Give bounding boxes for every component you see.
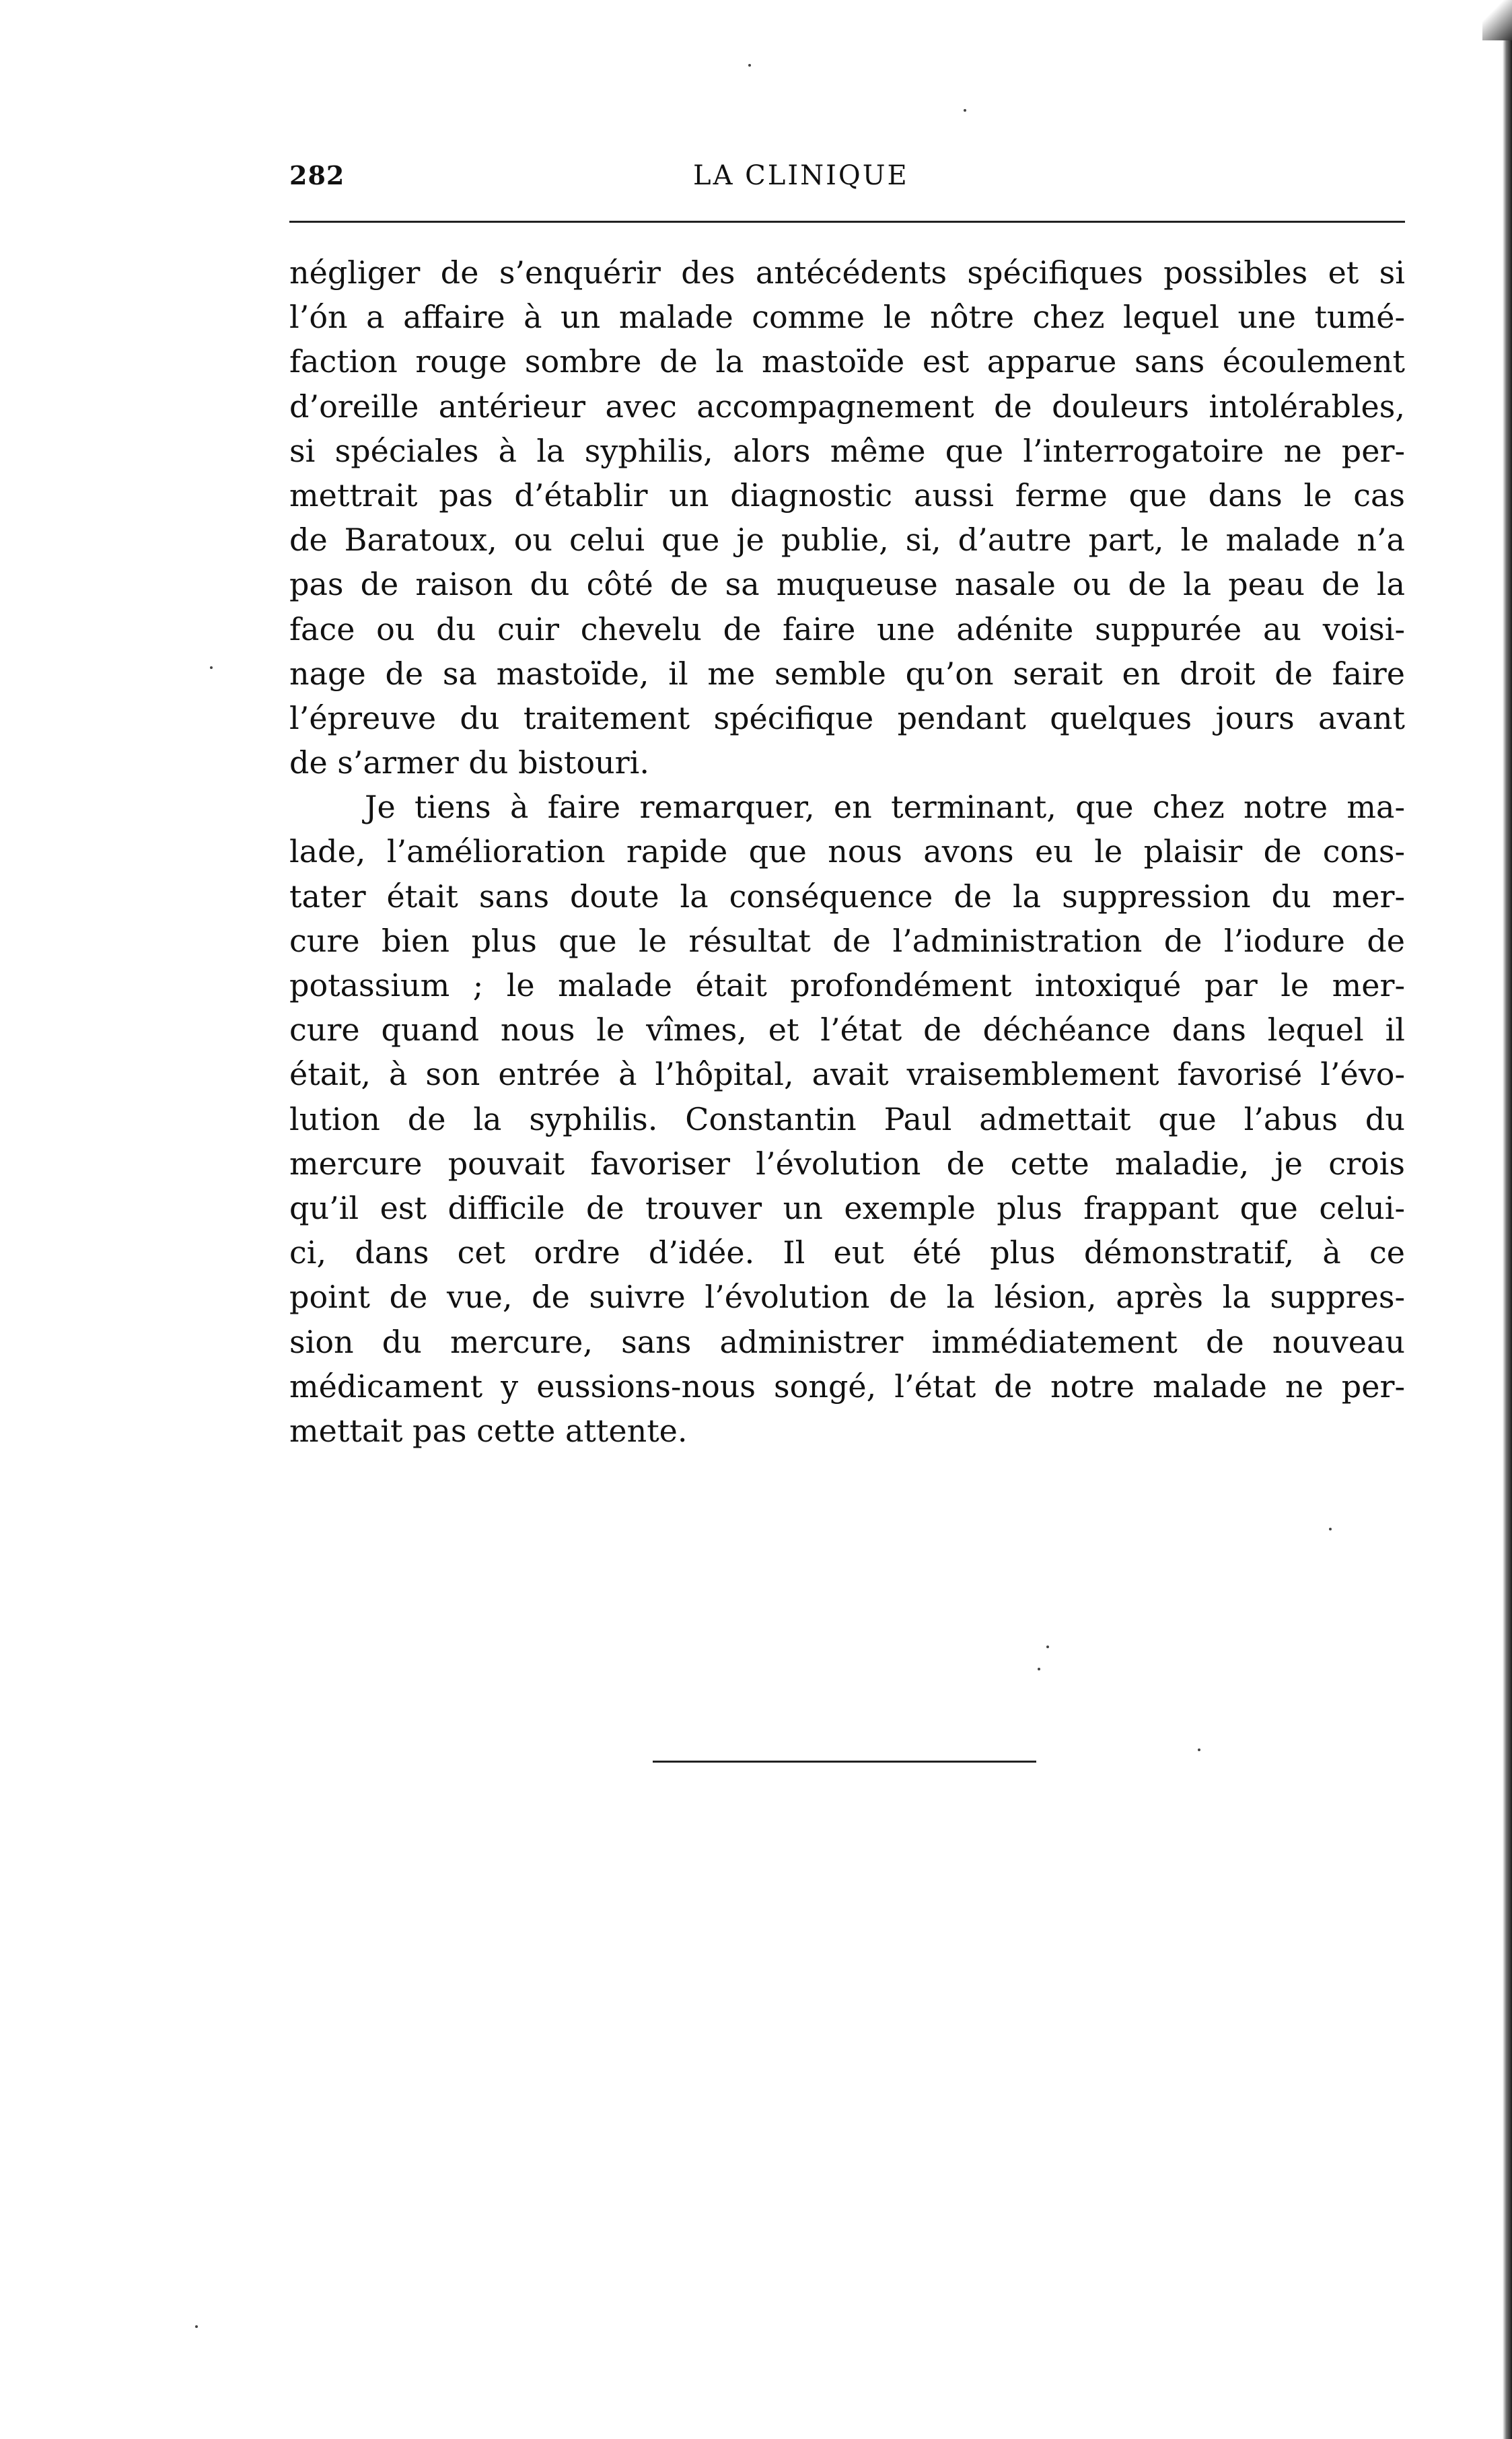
text-line: mettait pas cette attente.	[289, 1412, 688, 1449]
text-line: mercure pouvait favoriser l’évolution de cette maladie, je crois	[289, 1145, 1405, 1182]
text-line: Je tiens à faire remarquer, en terminant, que chez notre ma-	[365, 789, 1405, 826]
text-line: ci, dans cet ordre d’idée. Il eut été plus démonstratif, à ce	[289, 1234, 1405, 1271]
text-line: lution de la syphilis. Constantin Paul admettait que l’abus du	[289, 1100, 1405, 1137]
text-line: de Baratoux, ou celui que je publie, si, d’autre part, le malade n’a	[289, 522, 1405, 559]
scan-speck	[1198, 1748, 1200, 1751]
text-line: point de vue, de suivre l’évolution de la lésion, après la suppres-	[289, 1279, 1405, 1316]
text-line: tater était sans doute la conséquence de la suppression du mer-	[289, 878, 1405, 915]
scan-speck	[1038, 1668, 1040, 1670]
text-line: était, à son entrée à l’hôpital, avait vraisemblement favorisé l’évo-	[289, 1056, 1405, 1093]
scan-speck	[748, 64, 751, 67]
text-line: de s’armer du bistouri.	[289, 744, 649, 781]
text-line: sion du mercure, sans administrer immédiatement de nouveau	[289, 1323, 1405, 1360]
text-line: cure bien plus que le résultat de l’administration de l’iodure de	[289, 922, 1405, 959]
header-rule	[289, 221, 1405, 223]
text-line: d’oreille antérieur avec accompagnement de douleurs intolérables,	[289, 388, 1405, 425]
running-title: LA CLINIQUE	[693, 160, 909, 191]
text-line: face ou du cuir chevelu de faire une adénite suppurée au voisi-	[289, 610, 1405, 647]
scan-speck	[1046, 1646, 1049, 1648]
text-line: nage de sa mastoïde, il me semble qu’on serait en droit de faire	[289, 655, 1405, 692]
text-line: faction rouge sombre de la mastoïde est apparue sans écoulement	[289, 343, 1405, 380]
end-rule	[653, 1761, 1036, 1763]
text-line: négliger de s’enquérir des antécédents spécifiques possibles et si	[289, 254, 1405, 291]
text-line: potassium ; le malade était profondément intoxiqué par le mer-	[289, 967, 1405, 1003]
text-line: cure quand nous le vîmes, et l’état de déchéance dans lequel il	[289, 1012, 1405, 1049]
text-line: médicament y eussions-nous songé, l’état de notre malade ne per-	[289, 1368, 1405, 1405]
scan-speck	[964, 109, 966, 112]
scan-corner-mark	[1482, 0, 1512, 40]
text-line: lade, l’amélioration rapide que nous avons eu le plaisir de cons-	[289, 833, 1405, 870]
page-number: 282	[289, 160, 345, 190]
text-line: mettrait pas d’établir un diagnostic aussi ferme que dans le cas	[289, 476, 1405, 514]
scan-speck	[195, 2325, 198, 2328]
text-line: qu’il est difficile de trouver un exemple plus frappant que celui-	[289, 1189, 1405, 1226]
text-line: l’épreuve du traitement spécifique pendant quelques jours avant	[289, 699, 1405, 736]
scan-edge-shadow	[1503, 0, 1512, 2439]
scan-speck	[1329, 1528, 1332, 1530]
text-line: si spéciales à la syphilis, alors même que l’interrogatoire ne per-	[289, 432, 1405, 469]
text-line: pas de raison du côté de sa muqueuse nasale ou de la peau de la	[289, 566, 1405, 603]
body-text	[289, 250, 1405, 1453]
scan-speck	[210, 666, 213, 669]
text-line: l’ón a affaire à un malade comme le nôtre chez lequel une tumé-	[289, 299, 1405, 336]
